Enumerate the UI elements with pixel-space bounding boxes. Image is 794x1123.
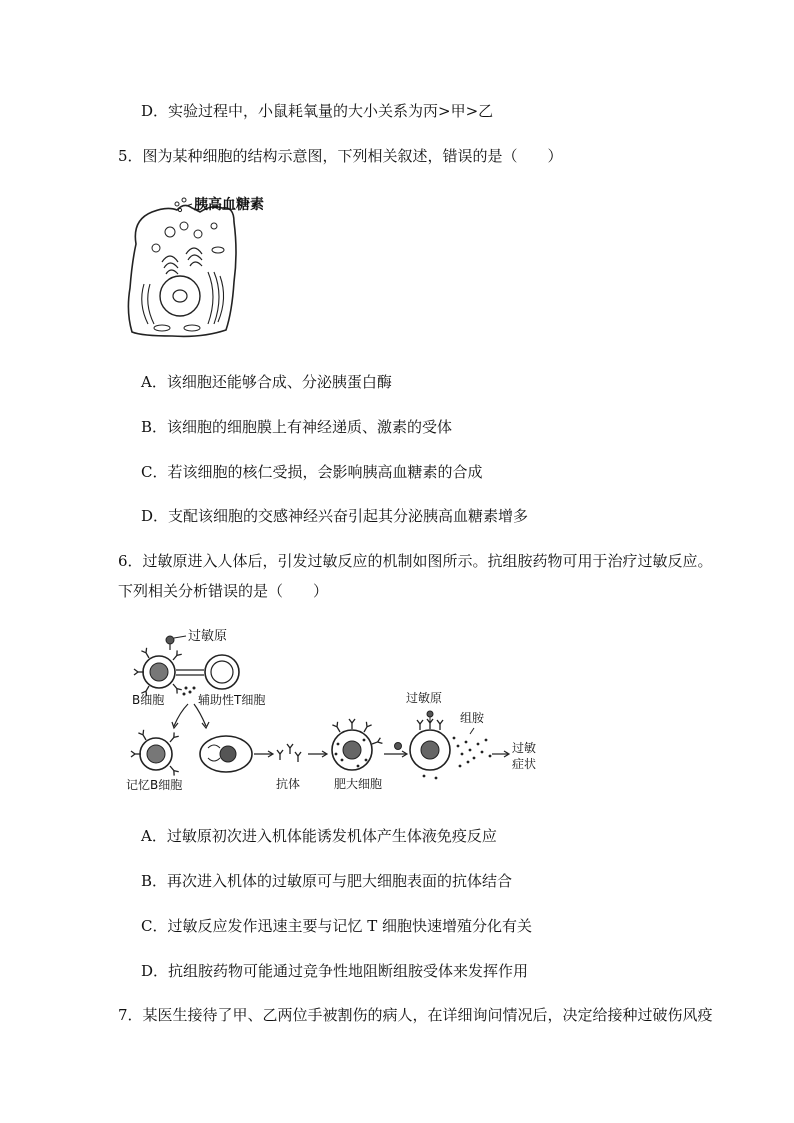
mast-cell-label: 肥大细胞	[334, 777, 383, 791]
q5-option-d: D．支配该细胞的交感神经兴奋引起其分泌胰高血糖素增多	[141, 507, 529, 525]
q6-option-d: D．抗组胺药物可能通过竞争性地阻断组胺受体来发挥作用	[141, 962, 529, 980]
q5-option-c: C．若该细胞的核仁受损，会影响胰高血糖素的合成	[141, 463, 483, 481]
q6-option-a: A．过敏原初次进入机体能诱发机体产生体液免疫反应	[141, 827, 497, 845]
q6-stem-line2: 下列相关分析错误的是（ ）	[118, 582, 329, 600]
symptom-label-2: 症状	[512, 757, 537, 771]
q7-stem: 7．某医生接待了甲、乙两位手被割伤的病人，在详细询问情况后，决定给接种过破伤风疫	[118, 1006, 713, 1024]
helper-t-label: 辅助性T细胞	[198, 693, 266, 707]
q6-option-c: C．过敏反应发作迅速主要与记忆 T 细胞快速增殖分化有关	[141, 917, 533, 935]
q5-cell-figure	[122, 192, 282, 342]
q5-option-a: A．该细胞还能够合成、分泌胰蛋白酶	[141, 373, 392, 391]
q5-stem: 5．图为某种细胞的结构示意图，下列相关叙述，错误的是（ ）	[118, 147, 563, 165]
allergen-top-label: 过敏原	[188, 629, 228, 644]
histamine-label: 组胺	[460, 711, 485, 725]
q6-stem-line1: 6．过敏原进入人体后，引发过敏反应的机制如图所示。抗组胺药物可用于治疗过敏反应。	[118, 552, 713, 570]
b-cell-label: B细胞	[132, 693, 165, 707]
memory-b-label: 记忆B细胞	[126, 778, 183, 792]
q6-allergy-figure	[124, 626, 554, 796]
q6-option-b: B．再次进入机体的过敏原可与肥大细胞表面的抗体结合	[141, 872, 513, 890]
symptom-label-1: 过敏	[512, 741, 537, 755]
antibody-label: 抗体	[276, 777, 301, 791]
glucagon-label: 胰高血糖素	[194, 197, 264, 213]
q4-option-d: D．实验过程中，小鼠耗氧量的大小关系为丙>甲>乙	[141, 102, 494, 120]
allergen-right-label: 过敏原	[406, 691, 443, 705]
q5-option-b: B．该细胞的细胞膜上有神经递质、激素的受体	[141, 418, 453, 436]
